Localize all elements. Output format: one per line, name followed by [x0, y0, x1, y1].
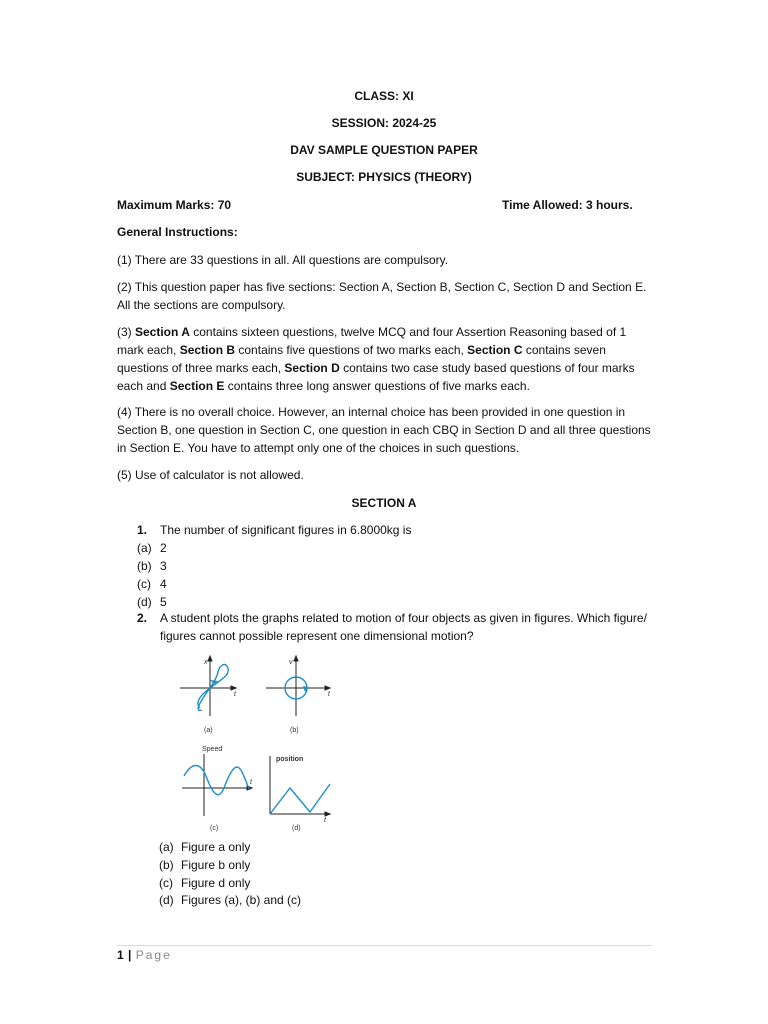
instruction-3-text-5: contains three long answer questions of five marks each. — [224, 379, 530, 393]
instruction-3-text-1: contains sixteen questions, twelve MCQ and four Assertion Reasoning based of 1 mark each, — [117, 325, 627, 357]
graph-c-xlabel: t — [250, 779, 252, 786]
section-c-ref: Section C — [467, 343, 523, 357]
section-d-ref: Section D — [284, 361, 340, 375]
q2-option-d — [159, 891, 459, 909]
instruction-5: (5) Use of calculator is not allowed. — [117, 468, 304, 482]
footer-separator: | — [124, 948, 136, 962]
q2-option-b-label: (b) — [159, 858, 174, 872]
graph-d-xlabel: t — [324, 817, 326, 824]
q1-option-a-label: (a) — [137, 541, 152, 555]
subject-heading: SUBJECT: PHYSICS (THEORY) — [296, 170, 472, 184]
graph-d-ylabel: position — [276, 756, 304, 763]
instruction-4: (4) There is no overall choice. However, an internal choice has been provided in one question in Section B, one question in Section C, one question in each CBQ in Section D and all three questions in Section E. You have to attempt only one of the choices in such questions. — [117, 405, 651, 455]
max-marks: Maximum Marks: 70 — [117, 198, 232, 212]
q1-option-b: 3 — [160, 559, 167, 573]
graph-b-y-arrow — [294, 656, 298, 661]
q1-option-d: 5 — [160, 595, 167, 609]
question-2-number: 2. — [137, 611, 148, 625]
q2-option-a — [159, 838, 459, 856]
motion-graphs-figure — [174, 650, 344, 835]
paper-title: DAV SAMPLE QUESTION PAPER — [290, 143, 478, 157]
graph-d-x-arrow — [325, 812, 330, 816]
section-e-ref: Section E — [169, 379, 225, 393]
graph-d-curve — [270, 784, 330, 814]
question-2 — [117, 609, 657, 649]
time-allowed: Time Allowed: 3 hours. — [502, 198, 633, 212]
graph-b-caption: (b) — [290, 727, 299, 734]
page-number: 1 — [117, 948, 125, 962]
instruction-2: (2) This question paper has five sections: Section A, Section B, Section C, Section D and Section E. All the sections are compulsory. — [117, 280, 647, 312]
graph-b-x-arrow — [325, 686, 330, 690]
page-footer — [117, 946, 172, 964]
graph-a-x-arrow — [231, 686, 236, 690]
graph-a-caption: (a) — [204, 727, 213, 734]
session-heading: SESSION: 2024-25 — [331, 116, 437, 130]
instruction-3-text-2: contains five questions of two marks each, — [235, 343, 468, 357]
section-a-title: SECTION A — [351, 496, 417, 510]
q2-option-d-text: Figures (a), (b) and (c) — [181, 893, 302, 907]
question-1-text: The number of significant figures in 6.8000kg is — [160, 523, 412, 537]
q1-option-b-label: (b) — [137, 559, 152, 573]
q1-option-c-label: (c) — [137, 577, 151, 591]
q2-option-d-label: (d) — [159, 893, 174, 907]
class-heading: CLASS: XI — [354, 89, 414, 103]
q2-option-a-text: Figure a only — [181, 840, 251, 854]
section-b-ref: Section B — [179, 343, 236, 357]
section-a-ref: Section A — [135, 325, 190, 339]
q1-option-a: 2 — [160, 541, 167, 555]
q2-option-c-label: (c) — [159, 876, 173, 890]
q2-option-a-label: (a) — [159, 840, 174, 854]
instruction-1: (1) There are 33 questions in all. All questions are compulsory. — [117, 253, 449, 267]
question-1-number: 1. — [137, 523, 148, 537]
question-1 — [117, 521, 657, 621]
graph-b-ylabel: v — [289, 659, 293, 666]
graph-c-curve — [184, 766, 250, 795]
graph-a-xlabel: t — [234, 691, 236, 698]
graph-c-caption: (c) — [210, 825, 219, 832]
graph-b-xlabel: t — [328, 691, 330, 698]
instructions-heading: General Instructions: — [117, 225, 238, 239]
q2-option-c-text: Figure d only — [181, 876, 251, 890]
q1-option-d-label: (d) — [137, 595, 152, 609]
instruction-3 — [117, 323, 652, 395]
instruction-3-text-3: contains seven questions of three marks each, — [117, 343, 606, 375]
q2-option-c — [159, 874, 459, 892]
q2-option-b-text: Figure b only — [181, 858, 251, 872]
instruction-3-prefix: (3) — [117, 325, 135, 339]
graph-c-ylabel: Speed — [202, 746, 223, 753]
footer-divider — [117, 945, 652, 946]
graph-a-y-arrow — [208, 656, 212, 661]
question-2-text: A student plots the graphs related to motion of four objects as given in figures. Which figure/ figures cannot possible represent one dimensional motion? — [160, 611, 647, 643]
graph-d-caption: (d) — [292, 825, 301, 832]
graph-a-curve — [198, 665, 228, 711]
instruction-3-text-4: contains two case study based questions of four marks each and — [117, 361, 635, 393]
q1-option-c: 4 — [160, 577, 167, 591]
graph-a-ylabel: x — [204, 659, 208, 666]
q2-option-b — [159, 856, 459, 874]
page-word: Page — [135, 948, 172, 962]
